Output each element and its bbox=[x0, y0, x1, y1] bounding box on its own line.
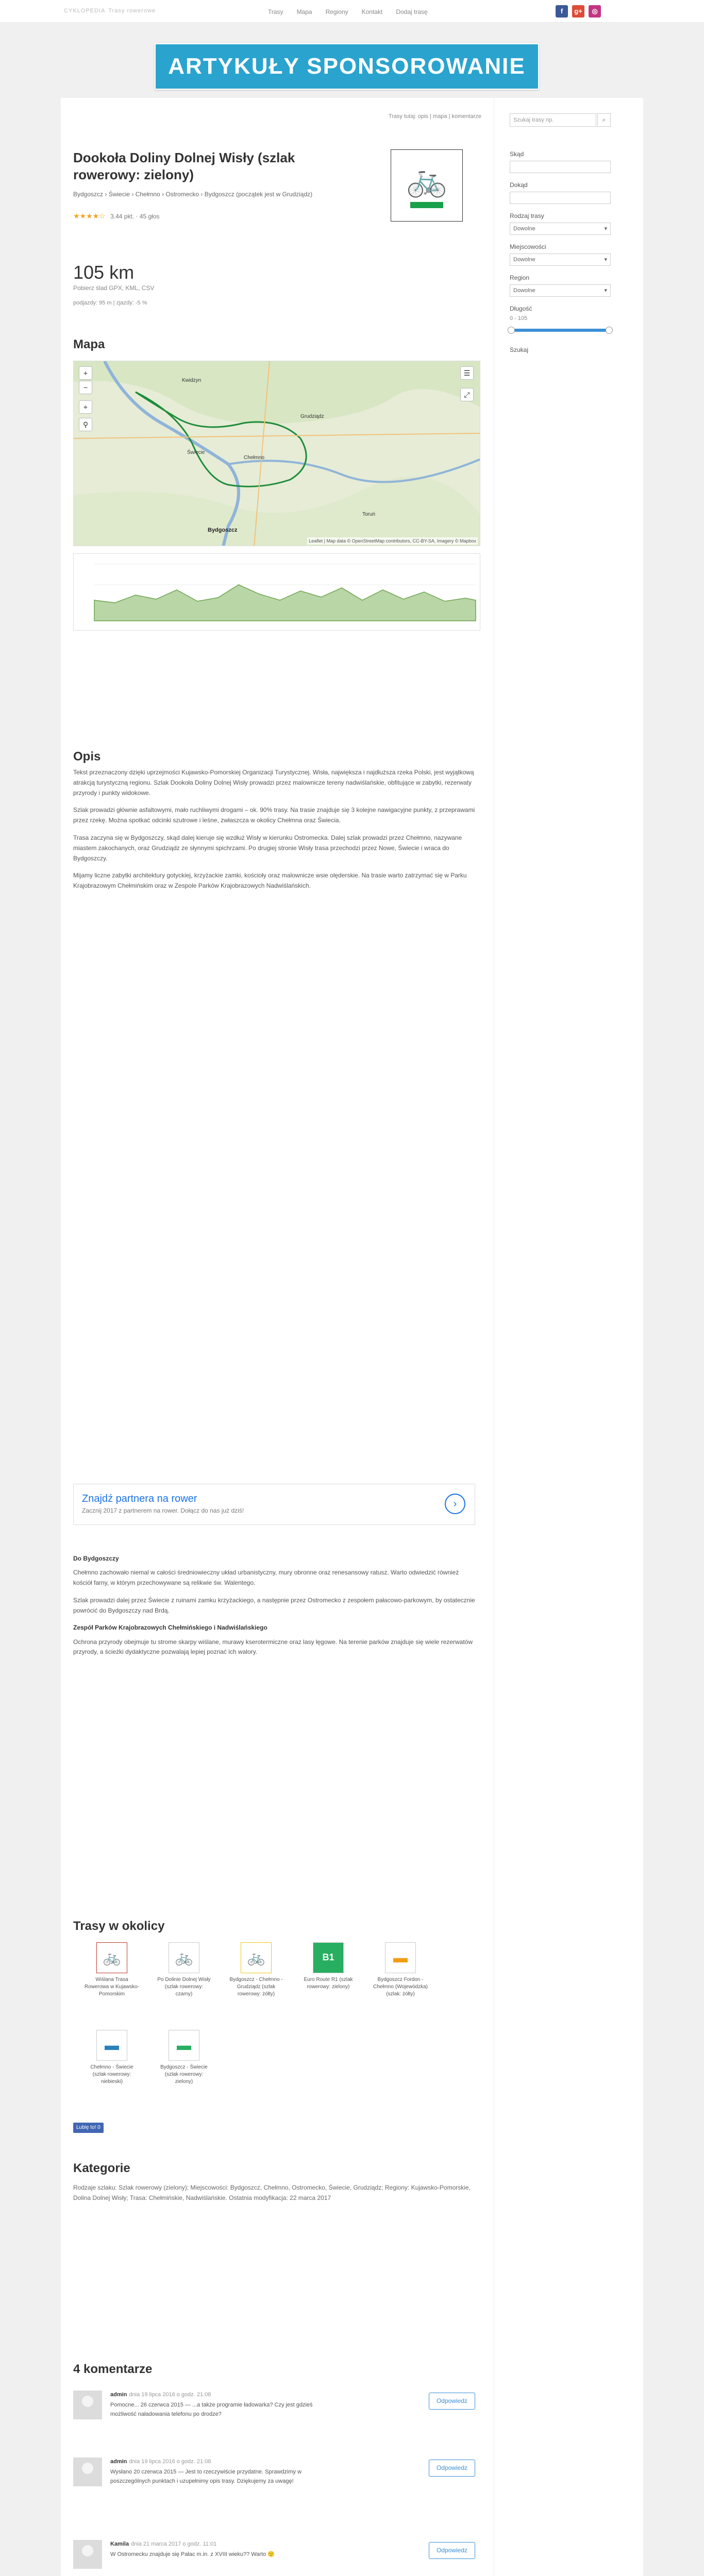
map-label-torun: Toruń bbox=[362, 512, 376, 517]
route-badge-icon: B1 bbox=[313, 1942, 344, 1973]
related-trail[interactable] bbox=[300, 1942, 357, 1991]
comment bbox=[73, 2458, 475, 2524]
related-title: Trasy w okolicy bbox=[73, 1919, 165, 1933]
facebook-like-button[interactable]: Lubię to! 0 bbox=[73, 2123, 104, 2133]
map-label-kwidzyn: Kwidzyn bbox=[182, 378, 202, 383]
ad-title[interactable]: Znajdź partnera na rower bbox=[82, 1493, 197, 1504]
description-title: Opis bbox=[73, 750, 101, 764]
elevation-meta: podjazdy: 95 m | zjazdy: -5 % bbox=[73, 300, 147, 306]
logo-tagline: Trasy rowerowe bbox=[108, 8, 156, 14]
locality-select[interactable]: Dowolne ▾ bbox=[510, 253, 611, 266]
trail-sign-image bbox=[391, 149, 463, 222]
header-social bbox=[556, 5, 601, 18]
reply-button[interactable]: Odpowiedz bbox=[429, 2393, 475, 2410]
trail-distance: 105 km bbox=[73, 262, 135, 283]
pin-icon[interactable]: ⚲ bbox=[79, 418, 92, 431]
description-paragraph: Trasa zaczyna się w Bydgoszczy, skąd dalej kieruje się wzdłuż Wisły w kierunku Ostromecka. Dalej szlak prowadzi przez Chełmno, nazywane miastem zakochanych, oraz Grudziądz ze słynnymi spichrzami. Po drugiej stronie Wisły trasa przechodzi przez Nowe, Świecie i wraca do Bydgoszczy. bbox=[73, 834, 462, 862]
length-slider[interactable] bbox=[510, 329, 611, 332]
description-paragraph: Mijamy liczne zabytki architektury gotyckiej, krzyżackie zamki, kościoły oraz malownicze wsie olęderskie. Na trasie warto zatrzymać się w Parku Krajobrazowym Chełmińskim oraz w Zespole Parków Krajobrazowych Nadwiślańskich. bbox=[73, 872, 467, 890]
filter-label: Dokąd bbox=[510, 181, 528, 189]
description-paragraph: Ochrona przyrody obejmuje tu strome skarpy wiślane, murawy kserotermiczne oraz lasy łęgowe. Na terenie parków znajduje się wiele rezerwatów przyrody, a ścieżki dydaktyczne pozwalają lepiej poznać ich walory. bbox=[73, 1638, 473, 1656]
length-slider-fill bbox=[510, 329, 611, 332]
logo-text: CYKLOPEDIA bbox=[64, 8, 106, 14]
description-paragraph: Szlak prowadzi głównie asfaltowymi, mało ruchliwymi drogami – ok. 90% trasy. Na trasie znajduje się 3 kolejne nawigacyjne punkty, z przeprawami przez rzekę. Można spotkać odcinki szutrowe i leśne, zwłaszcza w okolicy Chełmna oraz Świecia. bbox=[73, 806, 475, 824]
map-title: Mapa bbox=[73, 337, 105, 351]
comment-author[interactable] bbox=[110, 2458, 211, 2467]
description-subheading: Do Bydgoszczy bbox=[73, 1555, 119, 1562]
filter-label: Miejscowości bbox=[510, 243, 546, 250]
related-trail[interactable] bbox=[83, 2030, 140, 2086]
nav-item-regiony[interactable]: Regiony bbox=[325, 8, 348, 15]
elevation-profile bbox=[73, 553, 480, 631]
related-trail[interactable] bbox=[372, 1942, 429, 1998]
related-trail-label[interactable]: Chełmno - Świecie (szlak rowerowy: niebieski) bbox=[90, 2064, 133, 2084]
map-canvas bbox=[74, 361, 480, 546]
google-plus-icon[interactable]: g+ bbox=[572, 5, 584, 18]
bicycle-icon: 🚲 bbox=[241, 1942, 272, 1973]
comments-title: 4 komentarze bbox=[73, 2362, 153, 2376]
filter-label: Skąd bbox=[510, 150, 524, 158]
comment-date[interactable]: dnia 19 lipca 2016 o godz. 21:08 bbox=[129, 2459, 211, 2465]
trail-stripe-icon: ▬ bbox=[169, 2030, 199, 2061]
slider-handle-min[interactable] bbox=[508, 327, 515, 334]
main-content bbox=[61, 98, 494, 2576]
avatar bbox=[73, 2391, 102, 2419]
bicycle-icon: 🚲 bbox=[169, 1942, 199, 1973]
map-attribution: Leaflet | Map data © OpenStreetMap contributors, CC-BY-SA, Imagery © Mapbox bbox=[307, 537, 478, 545]
top-bar bbox=[0, 0, 704, 23]
related-trail-label[interactable]: Wiślana Trasa Rowerowa w Kujawsko-Pomorskim bbox=[84, 1977, 140, 1997]
map-label-grudziadz: Grudziądz bbox=[300, 414, 324, 419]
facebook-icon[interactable]: f bbox=[556, 5, 568, 18]
from-field[interactable] bbox=[510, 161, 611, 173]
related-trail-label[interactable]: Po Dolinie Dolnej Wisły (szlak rowerowy: czarny) bbox=[157, 1977, 211, 1997]
comment-author-name[interactable]: Kamila bbox=[110, 2541, 129, 2547]
region-select[interactable]: Dowolne ▾ bbox=[510, 284, 611, 297]
reply-button[interactable]: Odpowiedz bbox=[429, 2460, 475, 2477]
layers-icon[interactable]: ☰ bbox=[460, 366, 474, 380]
map-label-swiecie: Świecie bbox=[187, 450, 205, 455]
fullscreen-icon[interactable]: ⤢ bbox=[460, 388, 474, 401]
section-links[interactable]: Trasy tutaj: opis | mapa | komentarze bbox=[388, 113, 481, 120]
description-paragraph: Tekst przeznaczony dzięki uprzejmości Kujawsko-Pomorskiej Organizacji Turystycznej. Wisła, największa i najdłuższa rzeka Polski, jest wyjątkową atrakcją turystyczną regionu. Szlak Dookoła Doliny Dolnej Wisły prowadzi przez malownicze tereny nadwiślańskie, obfitujące w zabytki, rezerwaty przyrody i punkty widokowe. bbox=[73, 769, 474, 796]
description-paragraph: Chełmno zachowało niemal w całości średniowieczny układ urbanistyczny, mury obronne oraz renesansowy ratusz. Warto odwiedzić również kościół farny, w którym przechowywane są relikwie św. Walentego. bbox=[73, 1569, 459, 1586]
trail-stripe-icon: ▬ bbox=[96, 2030, 127, 2061]
ad-text: Zacznij 2017 z partnerem na rower. Dołącz do nas już dziś! bbox=[82, 1507, 244, 1514]
categories-list[interactable]: Rodzaje szlaku: Szlak rowerowy (zielony); Miejscowości: Bydgoszcz, Chełmno, Ostromecko, Świecie, Grudziądz; Regiony: Kujawsko-Pomorskie, Dolina Dolnej Wisły; Trasa: Chełmińskie, Nadwiślańskie. Ostatnia modyfikacja: 22 marca 2017 bbox=[73, 2184, 471, 2202]
filter-label: Rodzaj trasy bbox=[510, 212, 544, 219]
comment-date[interactable]: dnia 21 marca 2017 o godz. 11:01 bbox=[131, 2541, 217, 2547]
comment bbox=[73, 2391, 475, 2447]
comment-author[interactable] bbox=[110, 2540, 216, 2549]
map-label-bydgoszcz: Bydgoszcz bbox=[208, 527, 238, 533]
ad-arrow-icon[interactable]: › bbox=[445, 1494, 465, 1514]
ad-banner[interactable] bbox=[73, 1484, 475, 1525]
rating-text: 3.44 pkt. · 45 głos bbox=[110, 213, 160, 220]
related-trail[interactable] bbox=[228, 1942, 284, 1998]
trail-locations[interactable]: Bydgoszcz › Świecie › Chełmno › Ostromecko › Bydgoszcz (początek jest w Grudziądz) bbox=[73, 191, 313, 198]
related-trail[interactable] bbox=[83, 1942, 140, 1998]
comment-text: W Ostromecku znajduje się Pałac m.in. z XVIII wieku?? Warto 🙂 bbox=[110, 2551, 275, 2557]
to-field[interactable] bbox=[510, 192, 611, 204]
trail-stripe-icon: ▬ bbox=[385, 1942, 416, 1973]
related-trail-label[interactable]: Bydgoszcz Fordon - Chełmno (Wojewódzka) (szlak: żółty) bbox=[373, 1977, 428, 1997]
trail-rating[interactable] bbox=[73, 210, 160, 222]
comment bbox=[73, 2540, 475, 2576]
elevation-chart bbox=[74, 554, 481, 631]
comment-author-name[interactable]: admin bbox=[110, 2459, 127, 2465]
search-input[interactable]: Szukaj trasy np. bbox=[510, 113, 596, 127]
page-title: Dookoła Doliny Dolnej Wisły (szlak rowerowy: zielony) bbox=[73, 150, 295, 182]
banner-text: ARTYKUŁY SPONSOROWANIE bbox=[168, 53, 526, 79]
zoom-in-button[interactable]: + bbox=[79, 366, 92, 380]
nav-item-trasy[interactable]: Trasy bbox=[268, 8, 283, 15]
trail-map[interactable] bbox=[73, 361, 480, 546]
bicycle-icon: 🚲 bbox=[96, 1942, 127, 1973]
related-trail-label[interactable]: Bydgoszcz - Świecie (szlak rowerowy: zielony) bbox=[160, 2064, 208, 2084]
description-body-2 bbox=[73, 1551, 475, 1665]
map-label-chelmno: Chełmno bbox=[244, 455, 265, 461]
avatar bbox=[73, 2458, 102, 2486]
trail-type-select[interactable]: Dowolne ▾ bbox=[510, 223, 611, 235]
download-links[interactable]: Pobierz ślad GPX, KML, CSV bbox=[73, 284, 155, 292]
rating-stars[interactable]: ★★★★☆ bbox=[73, 212, 106, 220]
zoom-out-button[interactable]: − bbox=[79, 381, 92, 394]
nav-item-dodaj[interactable]: Dodaj trasę bbox=[396, 8, 428, 15]
nav-item-kontakt[interactable]: Kontakt bbox=[361, 8, 383, 15]
sidebar bbox=[494, 98, 643, 2576]
sort-label[interactable]: Szukaj bbox=[510, 346, 529, 353]
description-body bbox=[73, 768, 475, 899]
related-trail[interactable] bbox=[156, 1942, 212, 1998]
comment-date[interactable]: dnia 19 lipca 2016 o godz. 21:08 bbox=[129, 2392, 211, 2398]
main-nav bbox=[268, 7, 428, 17]
locate-icon[interactable]: ⌖ bbox=[79, 400, 92, 414]
instagram-icon[interactable]: ◎ bbox=[589, 5, 601, 18]
length-value: 0 - 105 bbox=[510, 315, 528, 321]
related-trail-label[interactable]: Bydgoszcz - Chełmno - Grudziądz (szlak rowerowy: żółty) bbox=[229, 1977, 283, 1997]
green-stripe bbox=[410, 202, 443, 208]
categories-title: Kategorie bbox=[73, 2161, 130, 2175]
nav-item-mapa[interactable]: Mapa bbox=[296, 8, 312, 15]
search-icon[interactable]: ⌕ bbox=[597, 113, 611, 127]
sponsored-banner[interactable] bbox=[155, 43, 539, 90]
comment-author[interactable] bbox=[110, 2391, 211, 2400]
filter-label: Region bbox=[510, 274, 530, 281]
description-paragraph: Szlak prowadzi dalej przez Świecie z ruinami zamku krzyżackiego, a następnie przez Ostromecko z zespołem pałacowo-parkowym, by ostatecznie powrócić do Bydgoszczy nad Brdą. bbox=[73, 1596, 475, 1614]
related-trail[interactable] bbox=[156, 2030, 212, 2086]
comment-text: Pomocne... 26 czerwca 2015 — ...a także programie ładowarka? Czy jest gdzieś możliwość naładowania telefonu po drodze? bbox=[110, 2402, 313, 2417]
site-logo[interactable] bbox=[61, 5, 156, 16]
avatar bbox=[73, 2540, 102, 2569]
description-subheading: Zespół Parków Krajobrazowych Chełmińskiego i Nadwiślańskiego bbox=[73, 1624, 267, 1632]
comment-author-name[interactable]: admin bbox=[110, 2392, 127, 2398]
related-trail-label[interactable]: Euro Route R1 (szlak rowerowy: zielony) bbox=[304, 1977, 353, 1990]
bicycle-icon: 🚲 bbox=[406, 161, 447, 198]
comment-text: Wysłano 20 czerwca 2015 — Jest to rzeczywiście przydatne. Sprawdzimy w poszczególnych punktach i uzupełnimy opis trasy. Dziękujemy za uwagę! bbox=[110, 2469, 301, 2484]
reply-button[interactable]: Odpowiedz bbox=[429, 2542, 475, 2559]
slider-handle-max[interactable] bbox=[606, 327, 613, 334]
length-label: Długość bbox=[510, 305, 532, 312]
